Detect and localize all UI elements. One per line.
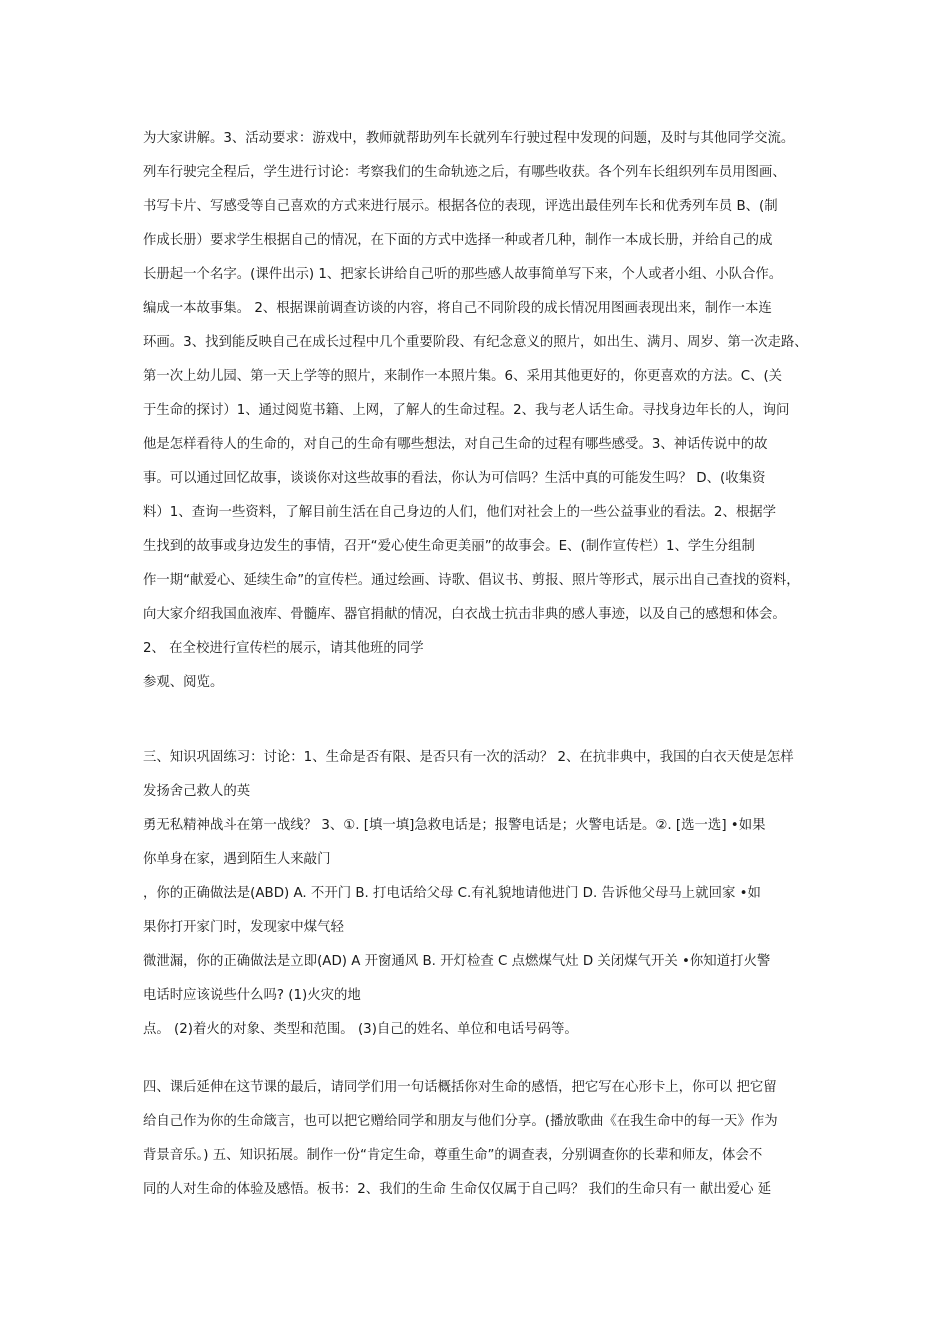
text-line: 向大家介绍我国血液库、骨髓库、器官捐献的情况，白衣战士抗击非典的感人事迹，以及自己的感想和体会。 [143,607,786,622]
paragraph-knowledge-practice [143,741,815,1047]
text-line: 2、 在全校进行宣传栏的展示，请其他班的同学 [143,641,424,656]
text-line: 你单身在家，遇到陌生人来敲门 [143,852,331,867]
text-line: 同的人对生命的体验及感悟。板书：2、我们的生命 生命仅仅属于自己吗？ 我们的生命只有一 献出爱心 延 [143,1182,772,1197]
text-line: 参观、阅览。 [143,675,224,690]
text-line: 点。 (2)着火的对象、类型和范围。 (3)自己的姓名、单位和电话号码等。 [143,1022,578,1037]
text-line: 生找到的故事或身边发生的事情，召开“爱心使生命更美丽”的故事会。E、(制作宣传栏）1、学生分组制 [143,539,755,554]
text-line: 三、知识巩固练习：讨论：1、生命是否有限、是否只有一次的活动？ 2、在抗非典中，我国的白衣天使是怎样 [143,750,794,765]
text-line: 四、课后延伸在这节课的最后，请同学们用一句话概括你对生命的感悟，把它写在心形卡上，你可以 把它留 [143,1080,777,1095]
text-line: 作一期“献爱心、延续生命”的宣传栏。通过绘画、诗歌、倡议书、剪报、照片等形式，展示出自己查找的资料， [143,573,800,588]
text-line: ，你的正确做法是(ABD) A. 不开门 B. 打电话给父母 C.有礼貌地请他进门 D. 告诉他父母马上就回家 •如 [143,886,761,901]
text-line: 果你打开家门时，发现家中煤气轻 [143,920,344,935]
text-line: 书写卡片、写感受等自己喜欢的方式来进行展示。根据各位的表现，评选出最佳列车长和优秀列车员 B、(制 [143,199,778,214]
paragraph-activities [143,122,815,700]
text-line: 列车行驶完全程后，学生进行讨论：考察我们的生命轨迹之后，有哪些收获。各个列车长组织列车员用图画、 [143,165,786,180]
text-line: 作成长册）要求学生根据自己的情况，在下面的方式中选择一种或者几种，制作一本成长册，并给自己的成 [143,233,773,248]
paragraph-extension [143,1071,815,1207]
text-line: 事。可以通过回忆故事，谈谈你对这些故事的看法，你认为可信吗？生活中真的可能发生吗？ D、(收集资 [143,471,766,486]
text-line: 电话时应该说些什么吗? (1)火灾的地 [143,988,361,1003]
text-line: 背景音乐。) 五、知识拓展。制作一份“肯定生命，尊重生命”的调查表，分别调查你的长辈和师友，体会不 [143,1148,763,1163]
text-line: 他是怎样看待人的生命的，对自己的生命有哪些想法，对自己生命的过程有哪些感受。3、神话传说中的故 [143,437,768,452]
text-line: 编成一本故事集。 2、根据课前调查访谈的内容，将自己不同阶段的成长情况用图画表现出来，制作一本连 [143,301,772,316]
text-line: 为大家讲解。3、活动要求：游戏中，教师就帮助列车长就列车行驶过程中发现的问题，及时与其他同学交流。 [143,131,795,146]
text-line: 环画。3、找到能反映自己在成长过程中几个重要阶段、有纪念意义的照片，如出生、满月、周岁、第一次走路、 [143,335,808,350]
text-line: 发扬舍己救人的英 [143,784,251,799]
text-line: 给自己作为你的生命箴言，也可以把它赠给同学和朋友与他们分享。(播放歌曲《在我生命中的每一天》作为 [143,1114,778,1129]
text-line: 第一次上幼儿园、第一天上学等的照片，来制作一本照片集。6、采用其他更好的，你更喜欢的方法。C、(关 [143,369,783,384]
text-line: 长册起一个名字。(课件出示) 1、把家长讲给自己听的那些感人故事简单写下来，个人或者小组、小队合作。 [143,267,783,282]
text-line: 料）1、查询一些资料，了解目前生活在自己身边的人们，他们对社会上的一些公益事业的看法。2、根据学 [143,505,777,520]
text-line: 于生命的探讨）1、通过阅览书籍、上网，了解人的生命过程。2、我与老人话生命。寻找身边年长的人，询问 [143,403,790,418]
text-line: 勇无私精神战斗在第一战线？ 3、①. [填一填]急救电话是；报警电话是；火警电话是。②. [选一选] •如果 [143,818,766,833]
text-line: 微泄漏，你的正确做法是立即(AD) A 开窗通风 B. 开灯检查 C 点燃煤气灶 D 关闭煤气开关 •你知道打火警 [143,954,771,969]
